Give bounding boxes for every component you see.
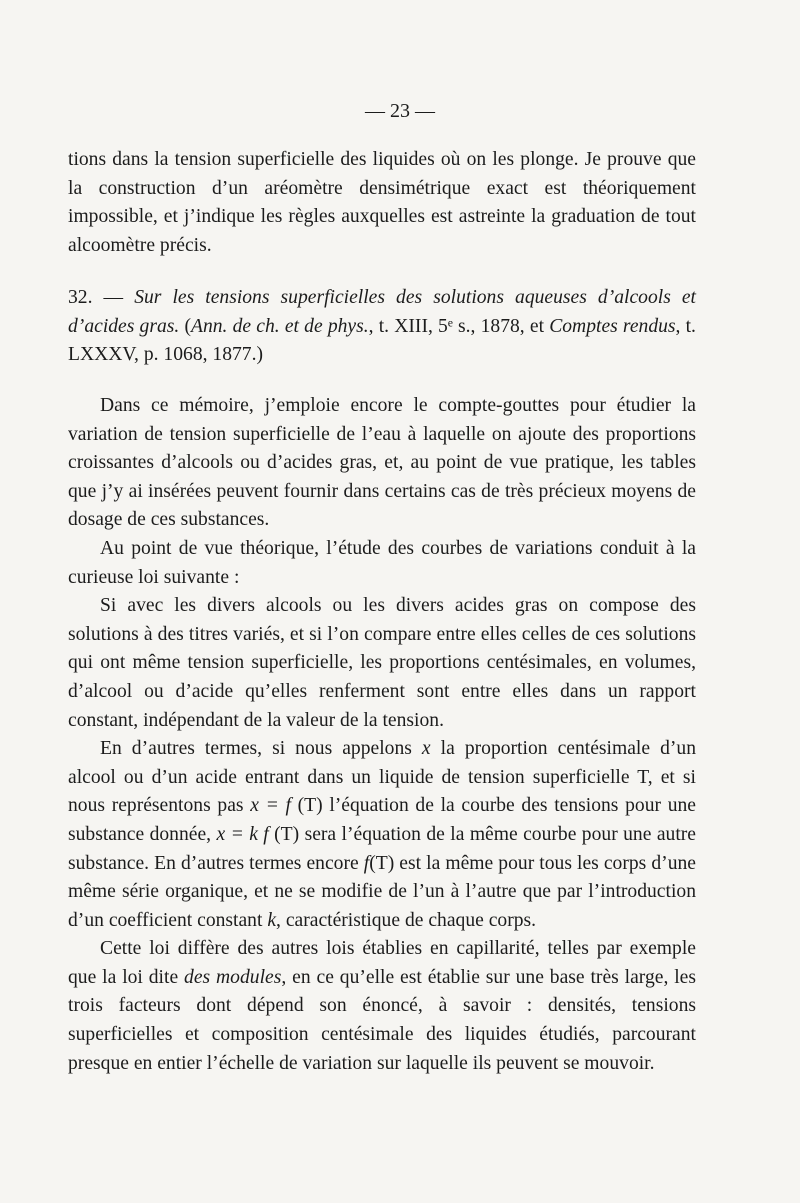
var-k: k [267,909,277,931]
ref-mid: , t. XIII, 5ᵉ s., 1878, et [368,315,545,337]
bibliography-entry [68,284,696,370]
entry-line [68,284,696,370]
equation-x-f: x = f [250,795,291,817]
text-run: , en ce qu’elle est établie sur une base très large, les trois facteurs dont dépend son énoncé, à savoir : densités, tensions superficielles et composition centésimale des liquides étudiés, parcourant presque en entier l’échelle de variation sur laquelle ils peuvent se mouvoir. [68,966,697,1074]
var-x: x [421,738,431,760]
entry-number: 32. — [68,287,124,308]
text-run: (T) l’équation de la courbe des tensions pour une substance donnée, [68,795,696,845]
text-run: (T) est la même pour tous les corps d’une même série organique, et ne se modifie de l’un à l’autre que par l’introduction d’un coefficient constant [68,852,696,931]
paragraph-theory: Au point de vue théorique, l’étude des courbes de variations conduit à la curieuse loi suivante : [68,537,696,588]
text-run: la proportion centésimale d’un alcool ou d’un acide entrant dans un liquide de tension superficielle T, et si nous représentons pas [68,738,696,817]
text-run: En d’autres termes, si nous appelons [100,738,422,760]
comptes-rendus: Comptes rendus [549,315,676,337]
body-text [68,392,696,1078]
ref-open: ( [184,315,191,337]
equation-x-kf: x = k f [216,823,269,845]
text-run: Cette loi diffère des autres lois établies en capillarité, telles par exemple que la loi dite [68,938,696,988]
paragraph-law: Si avec les divers alcools ou les divers acides gras on compose des solutions à des titres variés, et si l’on compare entre elles celles de ces solutions qui ont même tension superficielle, les proportions centésimales, en volumes, d’alcool ou d’acide qu’elles renferment sont entre elles dans un rapport constant, indépendant de la valeur de la tension. [68,595,696,731]
text-run: (T) sera l’équation de la même courbe pour une autre substance. En d’autres termes encore [68,823,696,874]
text-run: , caractéristique de chaque corps. [276,909,537,931]
paragraph-text: tions dans la tension superficielle des liquides où on les plonge. Je prouve que la construction d’un aréomètre densimétrique exact est théoriquement impossible, et j’indique les règles auxquelles est astreinte la graduation de tout alcoomètre précis. [68,149,696,256]
paragraph-formula [68,735,696,935]
ref-end: , t. LXXXV, p. 1068, 1877.) [68,315,696,366]
var-f: f [363,852,370,874]
page-number: — 23 — [365,100,435,122]
intro-paragraph [68,146,696,260]
paragraph-method: Dans ce mémoire, j’emploie encore le compte-gouttes pour étudier la variation de tension superficielle de l’eau à laquelle on ajoute des proportions croissantes d’alcools ou d’acides gras, et, au point de vue pratique, les tables que j’y ai insérées peuvent fournir dans certains cas de très précieux moyens de dosage de ces substances. [68,395,696,531]
des-modules: des modules [184,966,282,988]
journal-name: Ann. de ch. et de phys. [191,315,369,337]
paragraph-conclusion [68,935,696,1078]
entry-title: Sur les tensions superficielles des solutions aqueuses d’alcools et d’acides gras. [68,287,697,337]
